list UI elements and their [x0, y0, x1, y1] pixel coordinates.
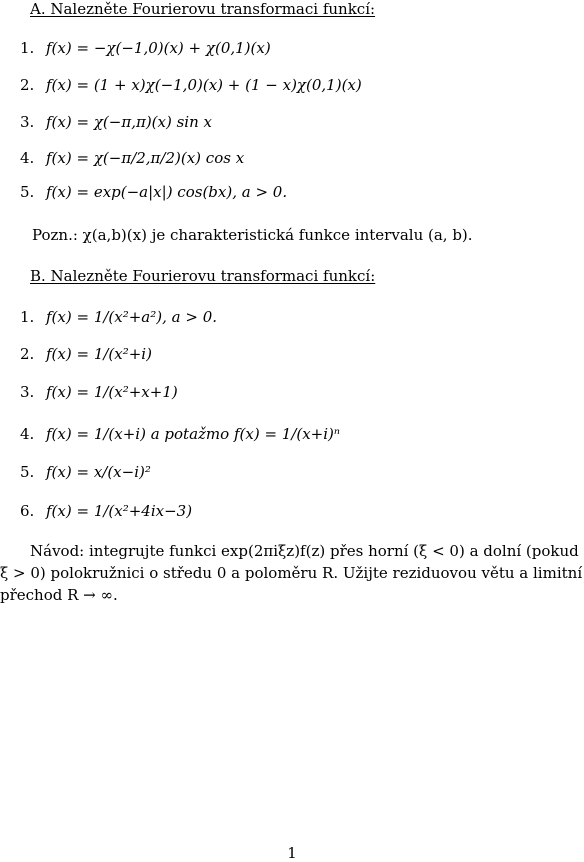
item-formula: f(x) = 1/(x+i) a potažmo f(x) = 1/(x+i)ⁿ	[46, 425, 340, 443]
item-number: 4.	[20, 425, 35, 443]
item-formula: f(x) = x/(x−i)²	[46, 463, 151, 481]
item-number: 5.	[20, 183, 35, 201]
item-number: 2.	[20, 345, 35, 363]
item-formula: f(x) = (1 + x)χ(−1,0)(x) + (1 − x)χ(0,1)(x)	[46, 76, 362, 94]
item-formula: f(x) = χ(−π,π)(x) sin x	[46, 113, 212, 131]
section-a-note: Pozn.: χ(a,b)(x) je charakteristická funkce intervalu (a, b).	[32, 226, 473, 244]
item-number: 5.	[20, 463, 35, 481]
item-formula: f(x) = −χ(−1,0)(x) + χ(0,1)(x)	[46, 39, 271, 57]
item-formula: f(x) = exp(−a|x|) cos(bx), a > 0.	[46, 183, 288, 201]
section-a-heading: A. Nalezněte Fourierovu transformaci funkcí:	[30, 0, 376, 18]
item-formula: f(x) = 1/(x²+4ix−3)	[46, 502, 193, 520]
hint-line-2: ξ > 0) polokružnici o středu 0 a poloměru R. Užijte reziduovou větu a limitní	[0, 564, 583, 582]
item-number: 1.	[20, 39, 35, 57]
item-number: 1.	[20, 308, 35, 326]
page-number: 1	[287, 844, 297, 862]
item-formula: f(x) = 1/(x²+x+1)	[46, 383, 178, 401]
hint-line-1: Návod: integrujte funkci exp(2πiξz)f(z) přes horní (ξ < 0) a dolní (pokud	[30, 542, 579, 560]
item-number: 3.	[20, 383, 35, 401]
section-b-heading: B. Nalezněte Fourierovu transformaci funkcí:	[30, 267, 376, 285]
item-number: 6.	[20, 502, 35, 520]
hint-line-3: přechod R → ∞.	[0, 586, 118, 604]
item-number: 3.	[20, 113, 35, 131]
item-number: 2.	[20, 76, 35, 94]
item-number: 4.	[20, 149, 35, 167]
item-formula: f(x) = χ(−π/2,π/2)(x) cos x	[46, 149, 245, 167]
section-b-hint	[0, 540, 584, 606]
item-formula: f(x) = 1/(x²+a²), a > 0.	[46, 308, 218, 326]
item-formula: f(x) = 1/(x²+i)	[46, 345, 152, 363]
